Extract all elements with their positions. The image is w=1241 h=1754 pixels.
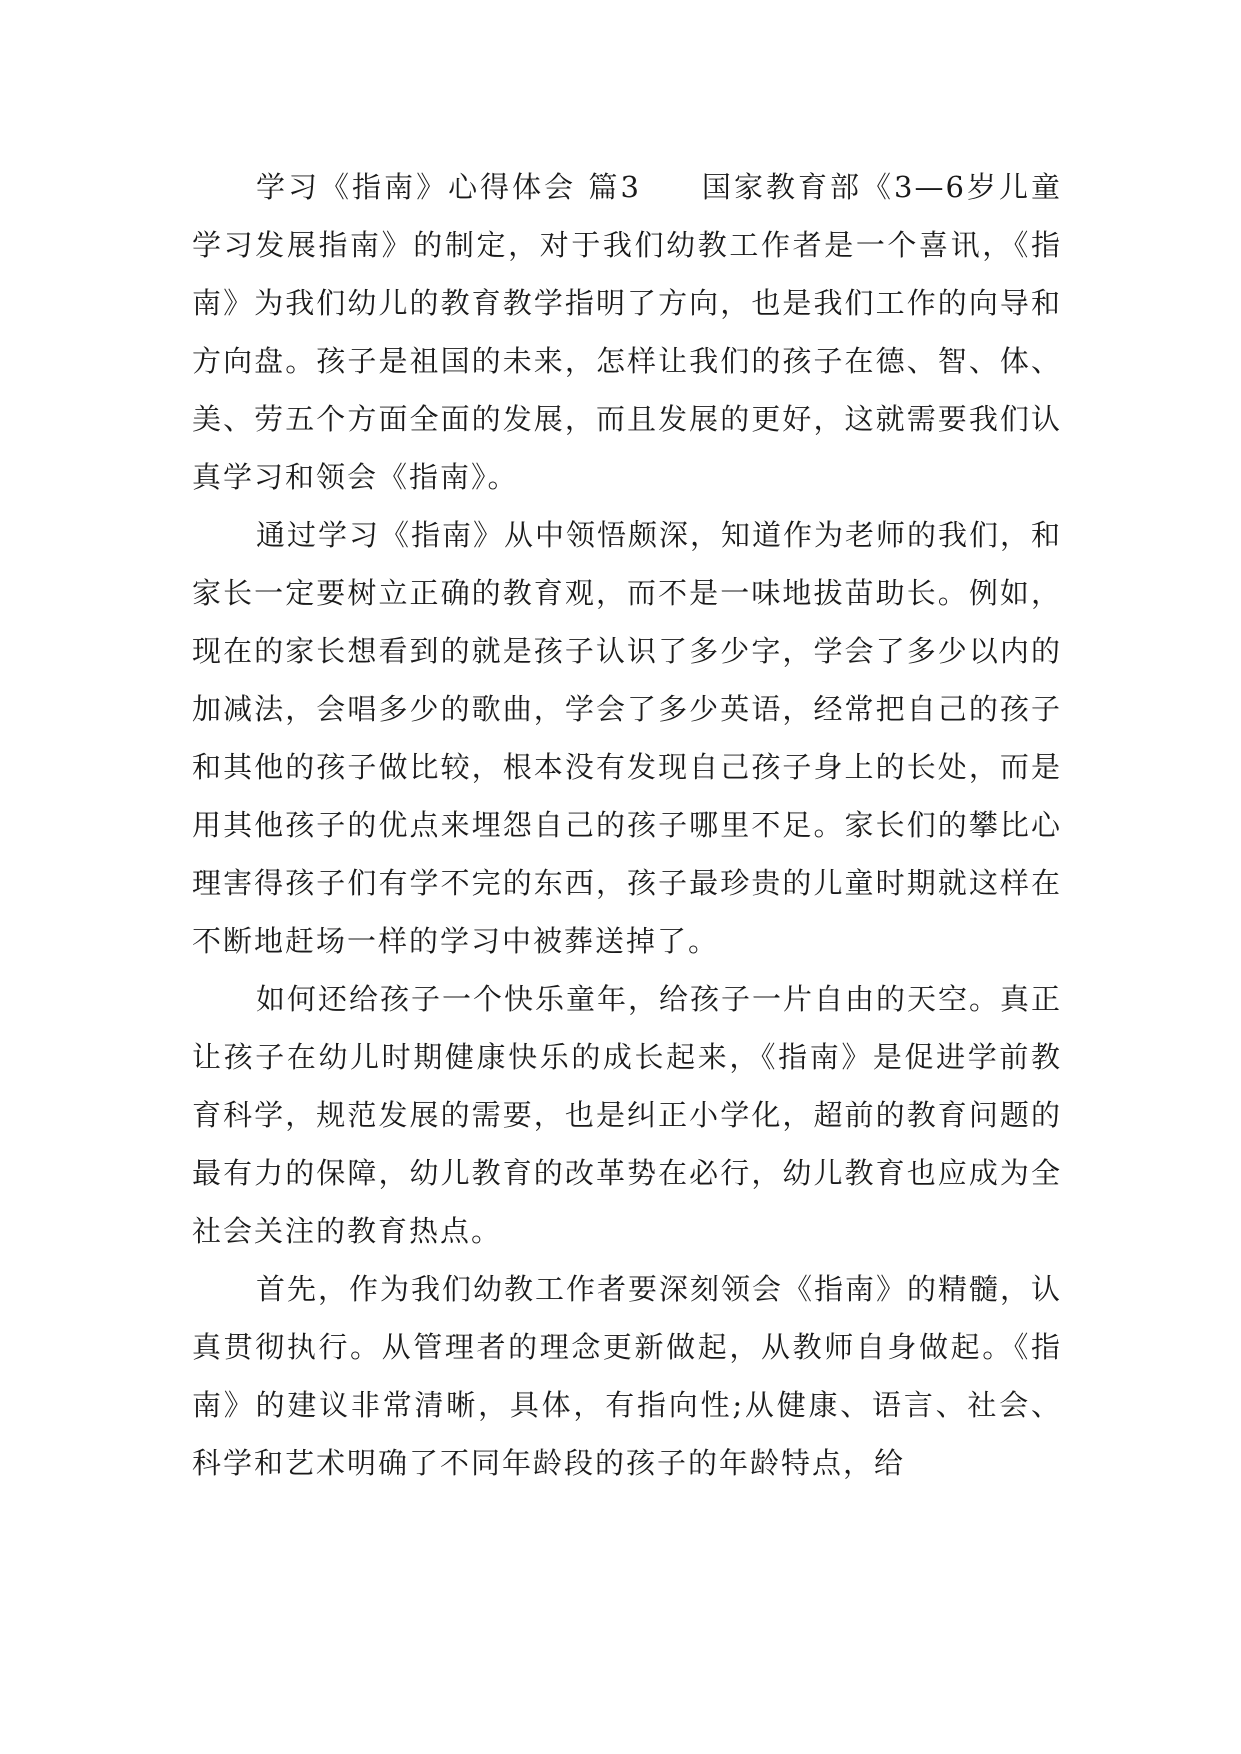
paragraph-4: 首先，作为我们幼教工作者要深刻领会《指南》的精髓，认真贯彻执行。从管理者的理念更新做起，从教师自身做起。《指南》的建议非常清晰，具体，有指向性;从健康、语言、社会、科学和艺术明确了不同年龄段的孩子的年龄特点，给 [192, 1272, 1063, 1480]
paragraph-3: 如何还给孩子一个快乐童年，给孩子一片自由的天空。真正让孩子在幼儿时期健康快乐的成长起来，《指南》是促进学前教育科学，规范发展的需要，也是纠正小学化，超前的教育问题的最有力的保障，幼儿教育的改革势在必行，幼儿教育也应成为全社会关注的教育热点。 [192, 982, 1063, 1248]
paragraph-2: 通过学习《指南》从中领悟颇深，知道作为老师的我们，和家长一定要树立正确的教育观，而不是一味地拔苗助长。例如，现在的家长想看到的就是孩子认识了多少字，学会了多少以内的加减法，会唱多少的歌曲，学会了多少英语，经常把自己的孩子和其他的孩子做比较，根本没有发现自己孩子身上的长处，而是用其他孩子的优点来埋怨自己的孩子哪里不足。家长们的攀比心理害得孩子们有学不完的东西，孩子最珍贵的儿童时期就这样在不断地赶场一样的学习中被葬送掉了。 [192, 518, 1063, 958]
section-heading: 学习《指南》心得体会 篇3 [256, 170, 641, 204]
paragraph-1 [192, 158, 1062, 506]
paragraph-1-text: 国家教育部《3—6岁儿童学习发展指南》的制定，对于我们幼教工作者是一个喜讯，《指南》为我们幼儿的教育教学指明了方向，也是我们工作的向导和方向盘。孩子是祖国的未来，怎样让我们的孩子在德、智、体、美、劳五个方面全面的发展，而且发展的更好，这就需要我们认真学习和领会《指南》。 [192, 170, 1062, 494]
document-body [192, 158, 1062, 1492]
